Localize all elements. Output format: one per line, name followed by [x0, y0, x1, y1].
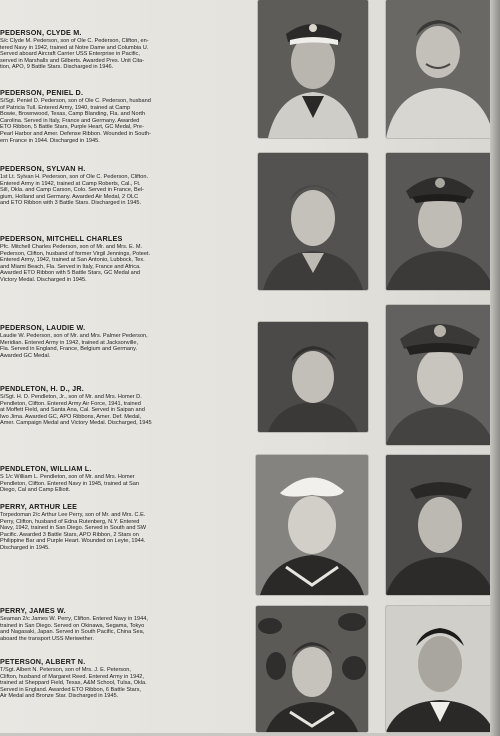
photo-navy-officer — [258, 0, 368, 138]
entry-bio: S/Sgt. H. D. Pendleton, Jr., son of Mr. and Mrs. Homer D. Pendleton, Clifton. Entered Army Air Force, 1941, trained at Moffett Field, and Santa Ana, Cal. Served in Saipan and Iwo Jima. Awarded GC, APO Ribbons, Amer. Def. Medal, Amer. Campaign Medal and Victory Medal. Discharged, 1945 — [0, 394, 152, 427]
entry-bio: Seaman 2/c James W. Perry, Clifton. Entered Navy in 1944, trained in San Diego. Served on Okinawa, Segama, Tokyo and Nagasaki, Japan. Served in South Pacific, China Sea, aboard the transport USS Meriwether. — [0, 616, 148, 642]
entry-name: PERRY, JAMES W. — [0, 606, 66, 615]
photo-soldier-garrison-cap — [386, 455, 494, 595]
entry-laudie-pederson — [0, 323, 250, 359]
entry-bio: S/c Clyde M. Pederson, son of Ole C. Pederson, Clifton, en- tered Navy in 1942, trained at Notre Dame and Columbia U. Served aboard Aircraft Carrier USS Enterprise in Pacific, served in Marshalls and Gilberts. Awarded Pres. Unit Cita- tion, APO, 9 Battle Stars. Discharged in 1946. — [0, 38, 149, 71]
photo-soldier-cap-1 — [386, 153, 494, 290]
entry-bio: Laudie W. Pederson, son of Mr. and Mrs. Palmer Pederson, Meridian. Entered Army in 1942, trained at Jacksonville, Fla. Served in England, France, Belgium and Germany. Awarded GC Medal. — [0, 333, 148, 359]
photo-soldier-cap-2 — [386, 305, 494, 445]
entry-william-pendleton — [0, 464, 250, 494]
entry-name: PEDERSON, SYLVAN H. — [0, 164, 86, 173]
book-binding-edge — [490, 0, 500, 736]
entry-mitchell-pederson — [0, 234, 250, 284]
photo-sailor-white-cap — [256, 455, 368, 595]
entry-name: PEDERSON, PENIEL D. — [0, 88, 84, 97]
photo-man-in-suit — [386, 606, 494, 732]
entry-clyde-pederson — [0, 28, 250, 71]
entry-name: PEDERSON, CLYDE M. — [0, 28, 82, 37]
entry-name: PETERSON, ALBERT N. — [0, 657, 86, 666]
photo-smiling-man — [386, 0, 494, 138]
entry-name: PENDLETON, WILLIAM L. — [0, 464, 92, 473]
photo-sailor-foliage — [256, 606, 368, 732]
entry-bio: Pfc. Mitchell Charles Pederson, son of Mr. and Mrs. E. M. Pederson, Clifton, husband of former Virgil Jennings, Poteet. Entered Army, 1942, trained at San Antonio, Lubbock, Tex. and Miami Beach, Fla. Served in Italy, France and Africa. Awarded ETO Ribbon with 5 Battle Stars, GC Medal and Victory Medal. Discharged in 1945. — [0, 244, 151, 283]
entry-bio: Torpedoman 2/c Arthur Lee Perry, son of Mr. and Mrs. C.E. Perry, Clifton, husband of Edna Rutenberg, N.Y. Entered Navy, 1942, trained in San Diego. Served in South and SW Pacific. Awarded 3 Battle Stars, APO Ribbon, 2 Stars on Philippine Bar and Purple Heart. Wounded on Leyte, 1944. Discharged in 1945. — [0, 512, 147, 551]
photo-laudie-pederson — [258, 322, 368, 432]
entry-bio: 1st Lt. Sylvan H. Pederson, son of Ole C. Pederson, Clifton. Entered Army in 1942, trained at Camp Roberts, Cal., Ft. Sill, Okla. and Camp Carson, Colo. Served in France, Bel- gium, Holland and Germany. Awarded Air Medal, 2 OLC and ETO Ribbon with 3 Battle Stars. Discharged in 1945. — [0, 174, 148, 207]
entry-name: PENDLETON, H. D., JR. — [0, 384, 84, 393]
entry-james-perry — [0, 606, 250, 642]
entry-bio: S/Sgt. Peniel D. Pederson, son of Ole C. Pederson, husband of Patricia Tull. Entered Army, 1940, trained at Camp Bowie, Brownwood, Texas, Camp Blanding, Fla. and North Carolina. Served in Italy, France and Germany. Awarded ETO Ribbon, 5 Battle Stars, Purple Heart, GC Medal, Pre- Pearl Harbor and Amer. Defense Ribbon. Wounded in South- ern France in 1944. Discharged in 1945. — [0, 98, 152, 144]
photo-sylvan-pederson — [258, 153, 368, 290]
entry-bio: T/Sgt. Albert N. Peterson, son of Mrs. J. E. Peterson, Clifton, husband of Margaret Reed. Entered Army in 1942, trained at Sheppard Field, Texas, A&M School, Tulsa, Okla. Served in England. Awarded ETO Ribbon, 6 Battle Stars, Air Medal and Bronze Star. Discharged in 1945. — [0, 667, 147, 700]
entry-peniel-pederson — [0, 88, 250, 144]
entry-sylvan-pederson — [0, 164, 250, 207]
entry-bio: S 1/c William L. Pendleton, son of Mr. and Mrs. Homer Pendleton, Clifton. Entered Navy in 1945, trained at San Diego, Cal and Camp Elliott. — [0, 474, 139, 494]
entry-name: PEDERSON, LAUDIE W. — [0, 323, 86, 332]
entry-name: PERRY, ARTHUR LEE — [0, 502, 78, 511]
entry-albert-peterson — [0, 657, 250, 700]
entry-hd-pendleton — [0, 384, 250, 427]
entry-arthur-perry — [0, 502, 250, 552]
entry-name: PEDERSON, MITCHELL CHARLES — [0, 234, 123, 243]
